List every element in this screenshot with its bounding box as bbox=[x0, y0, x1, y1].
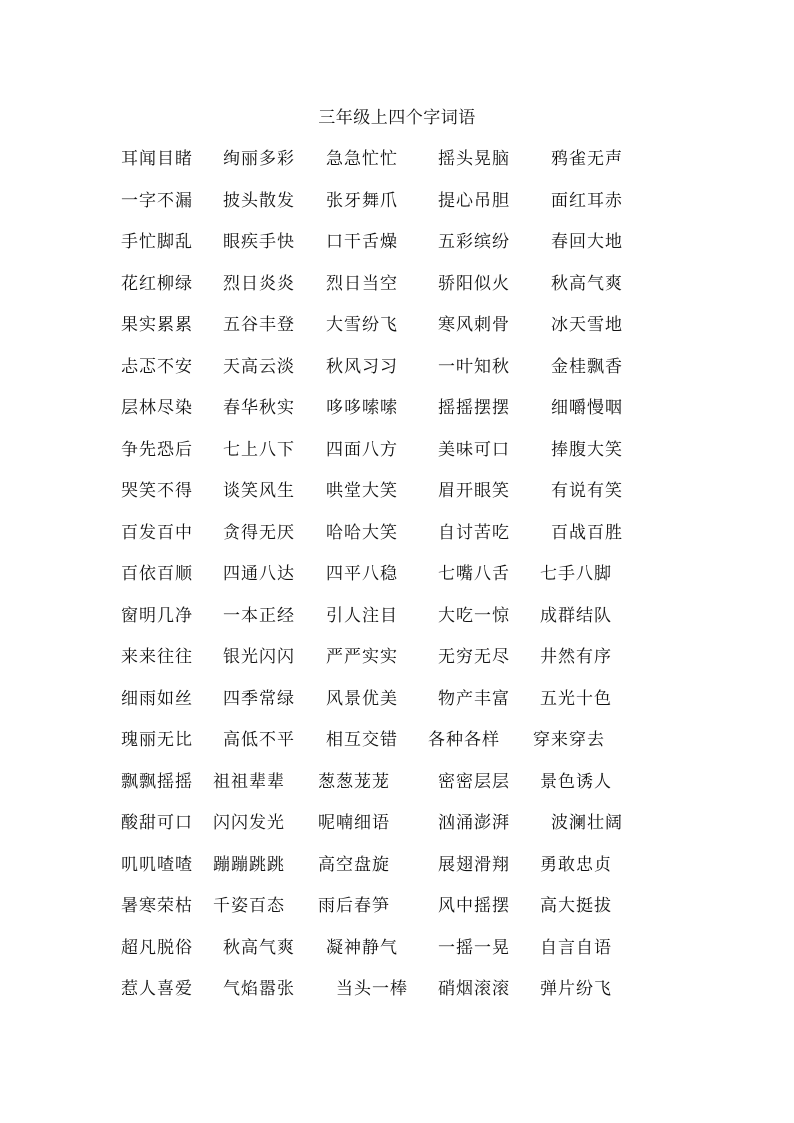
word-item: 井然有序 bbox=[540, 647, 612, 667]
word-item: 百发百中 bbox=[121, 522, 193, 543]
word-item: 无穷无尽 bbox=[438, 647, 510, 667]
word-item: 五彩缤纷 bbox=[438, 232, 510, 252]
word-item: 穿来穿去 bbox=[533, 730, 605, 750]
word-row bbox=[0, 561, 794, 603]
word-item: 自言自语 bbox=[540, 937, 612, 958]
word-item: 物产丰富 bbox=[438, 688, 510, 709]
word-item: 谈笑风生 bbox=[223, 481, 295, 501]
word-item: 百战百胜 bbox=[551, 522, 623, 543]
word-item: 四平八稳 bbox=[326, 564, 398, 584]
word-row bbox=[0, 188, 794, 230]
word-item: 密密层层 bbox=[438, 771, 510, 792]
word-item: 金桂飘香 bbox=[551, 356, 623, 377]
word-item: 绚丽多彩 bbox=[223, 149, 295, 169]
word-item: 面红耳赤 bbox=[551, 190, 623, 211]
word-item: 大雪纷飞 bbox=[326, 315, 398, 335]
word-item: 蹦蹦跳跳 bbox=[213, 854, 285, 875]
word-item: 相互交错 bbox=[326, 730, 398, 750]
word-item: 千姿百态 bbox=[213, 896, 285, 916]
word-item: 争先恐后 bbox=[121, 439, 193, 460]
word-item: 果实累累 bbox=[121, 315, 193, 335]
word-item: 眉开眼笑 bbox=[438, 481, 510, 501]
word-item: 景色诱人 bbox=[540, 771, 612, 792]
word-item: 成群结队 bbox=[540, 605, 612, 626]
page-title: 三年级上四个字词语 bbox=[318, 108, 476, 128]
word-item: 一叶知秋 bbox=[438, 356, 510, 377]
word-item: 祖祖辈辈 bbox=[213, 771, 285, 792]
word-item: 层林尽染 bbox=[121, 398, 193, 418]
word-item: 哈哈大笑 bbox=[326, 522, 398, 543]
word-row bbox=[0, 229, 794, 271]
word-item: 秋风习习 bbox=[326, 356, 398, 377]
word-item: 四季常绿 bbox=[223, 688, 295, 709]
word-row bbox=[0, 686, 794, 728]
word-item: 急急忙忙 bbox=[326, 149, 398, 169]
word-item: 七手八脚 bbox=[540, 564, 612, 584]
word-item: 瑰丽无比 bbox=[121, 730, 193, 750]
word-item: 贪得无厌 bbox=[223, 522, 295, 543]
word-item: 四面八方 bbox=[326, 439, 398, 460]
word-row bbox=[0, 852, 794, 894]
word-item: 凝神静气 bbox=[326, 937, 398, 958]
word-item: 张牙舞爪 bbox=[326, 190, 398, 211]
word-row bbox=[0, 644, 794, 686]
word-item: 烈日炎炎 bbox=[223, 273, 295, 294]
word-row bbox=[0, 271, 794, 313]
word-item: 忐忑不安 bbox=[121, 356, 193, 377]
word-item: 春华秋实 bbox=[223, 398, 295, 418]
word-item: 银光闪闪 bbox=[223, 647, 295, 667]
word-item: 捧腹大笑 bbox=[551, 439, 623, 460]
word-item: 有说有笑 bbox=[551, 481, 623, 501]
word-item: 大吃一惊 bbox=[438, 605, 510, 626]
word-row bbox=[0, 146, 794, 188]
word-item: 七嘴八舌 bbox=[438, 564, 510, 584]
word-item: 自讨苦吃 bbox=[438, 522, 510, 543]
word-item: 细嚼慢咽 bbox=[551, 398, 623, 418]
word-item: 一字不漏 bbox=[121, 190, 193, 211]
word-item: 秋高气爽 bbox=[551, 273, 623, 294]
word-row bbox=[0, 520, 794, 562]
word-item: 窗明几净 bbox=[121, 605, 193, 626]
word-row bbox=[0, 478, 794, 520]
word-item: 冰天雪地 bbox=[551, 315, 623, 335]
word-item: 五光十色 bbox=[540, 688, 612, 709]
word-item: 风景优美 bbox=[326, 688, 398, 709]
word-item: 酸甜可口 bbox=[121, 813, 193, 833]
word-item: 高大挺拔 bbox=[540, 896, 612, 916]
word-item: 暑寒荣枯 bbox=[121, 896, 193, 916]
word-item: 闪闪发光 bbox=[213, 813, 285, 833]
word-item: 摇头晃脑 bbox=[438, 149, 510, 169]
word-item: 哄堂大笑 bbox=[326, 481, 398, 501]
word-item: 气焰嚣张 bbox=[223, 979, 295, 999]
word-item: 天高云淡 bbox=[223, 356, 295, 377]
word-item: 超凡脱俗 bbox=[121, 937, 193, 958]
word-item: 春回大地 bbox=[551, 232, 623, 252]
word-item: 高低不平 bbox=[223, 730, 295, 750]
word-item: 高空盘旋 bbox=[318, 854, 390, 875]
word-item: 细雨如丝 bbox=[121, 688, 193, 709]
word-item: 呢喃细语 bbox=[318, 813, 390, 833]
word-item: 弹片纷飞 bbox=[540, 979, 612, 999]
word-item: 引人注目 bbox=[326, 605, 398, 626]
word-item: 展翅滑翔 bbox=[438, 854, 510, 875]
word-item: 勇敢忠贞 bbox=[540, 854, 612, 875]
word-item: 严严实实 bbox=[326, 647, 398, 667]
word-item: 一摇一晃 bbox=[438, 937, 510, 958]
word-row bbox=[0, 312, 794, 354]
word-item: 烈日当空 bbox=[326, 273, 398, 294]
word-item: 五谷丰登 bbox=[223, 315, 295, 335]
word-row bbox=[0, 893, 794, 935]
word-item: 汹涌澎湃 bbox=[438, 813, 510, 833]
word-item: 摇摇摆摆 bbox=[438, 398, 510, 418]
word-item: 耳闻目睹 bbox=[121, 149, 193, 169]
word-item: 口干舌燥 bbox=[326, 232, 398, 252]
word-row bbox=[0, 727, 794, 769]
word-item: 来来往往 bbox=[121, 647, 193, 667]
word-item: 花红柳绿 bbox=[121, 273, 193, 294]
word-item: 鸦雀无声 bbox=[551, 149, 623, 169]
word-item: 寒风刺骨 bbox=[438, 315, 510, 335]
word-item: 秋高气爽 bbox=[223, 937, 295, 958]
word-item: 哆哆嗦嗦 bbox=[326, 398, 398, 418]
word-item: 飘飘摇摇 bbox=[121, 771, 193, 792]
word-item: 美味可口 bbox=[438, 439, 510, 460]
word-item: 葱葱茏茏 bbox=[318, 771, 390, 792]
word-item: 提心吊胆 bbox=[438, 190, 510, 211]
word-item: 风中摇摆 bbox=[438, 896, 510, 916]
word-row bbox=[0, 935, 794, 977]
word-item: 哭笑不得 bbox=[121, 481, 193, 501]
word-row bbox=[0, 603, 794, 645]
word-row bbox=[0, 354, 794, 396]
word-item: 眼疾手快 bbox=[223, 232, 295, 252]
word-item: 骄阳似火 bbox=[438, 273, 510, 294]
word-item: 惹人喜爱 bbox=[121, 979, 193, 999]
word-list bbox=[0, 146, 794, 1018]
word-item: 披头散发 bbox=[223, 190, 295, 211]
word-row bbox=[0, 395, 794, 437]
word-row bbox=[0, 437, 794, 479]
word-item: 硝烟滚滚 bbox=[438, 979, 510, 999]
word-row bbox=[0, 810, 794, 852]
word-item: 波澜壮阔 bbox=[551, 813, 623, 833]
word-item: 手忙脚乱 bbox=[121, 232, 193, 252]
word-item: 叽叽喳喳 bbox=[121, 854, 193, 875]
word-item: 雨后春笋 bbox=[318, 896, 390, 916]
word-item: 各种各样 bbox=[428, 730, 500, 750]
word-item: 一本正经 bbox=[223, 605, 295, 626]
word-item: 七上八下 bbox=[223, 439, 295, 460]
word-item: 当头一棒 bbox=[336, 979, 408, 999]
word-row bbox=[0, 769, 794, 811]
word-item: 四通八达 bbox=[223, 564, 295, 584]
word-row bbox=[0, 976, 794, 1018]
word-item: 百依百顺 bbox=[121, 564, 193, 584]
